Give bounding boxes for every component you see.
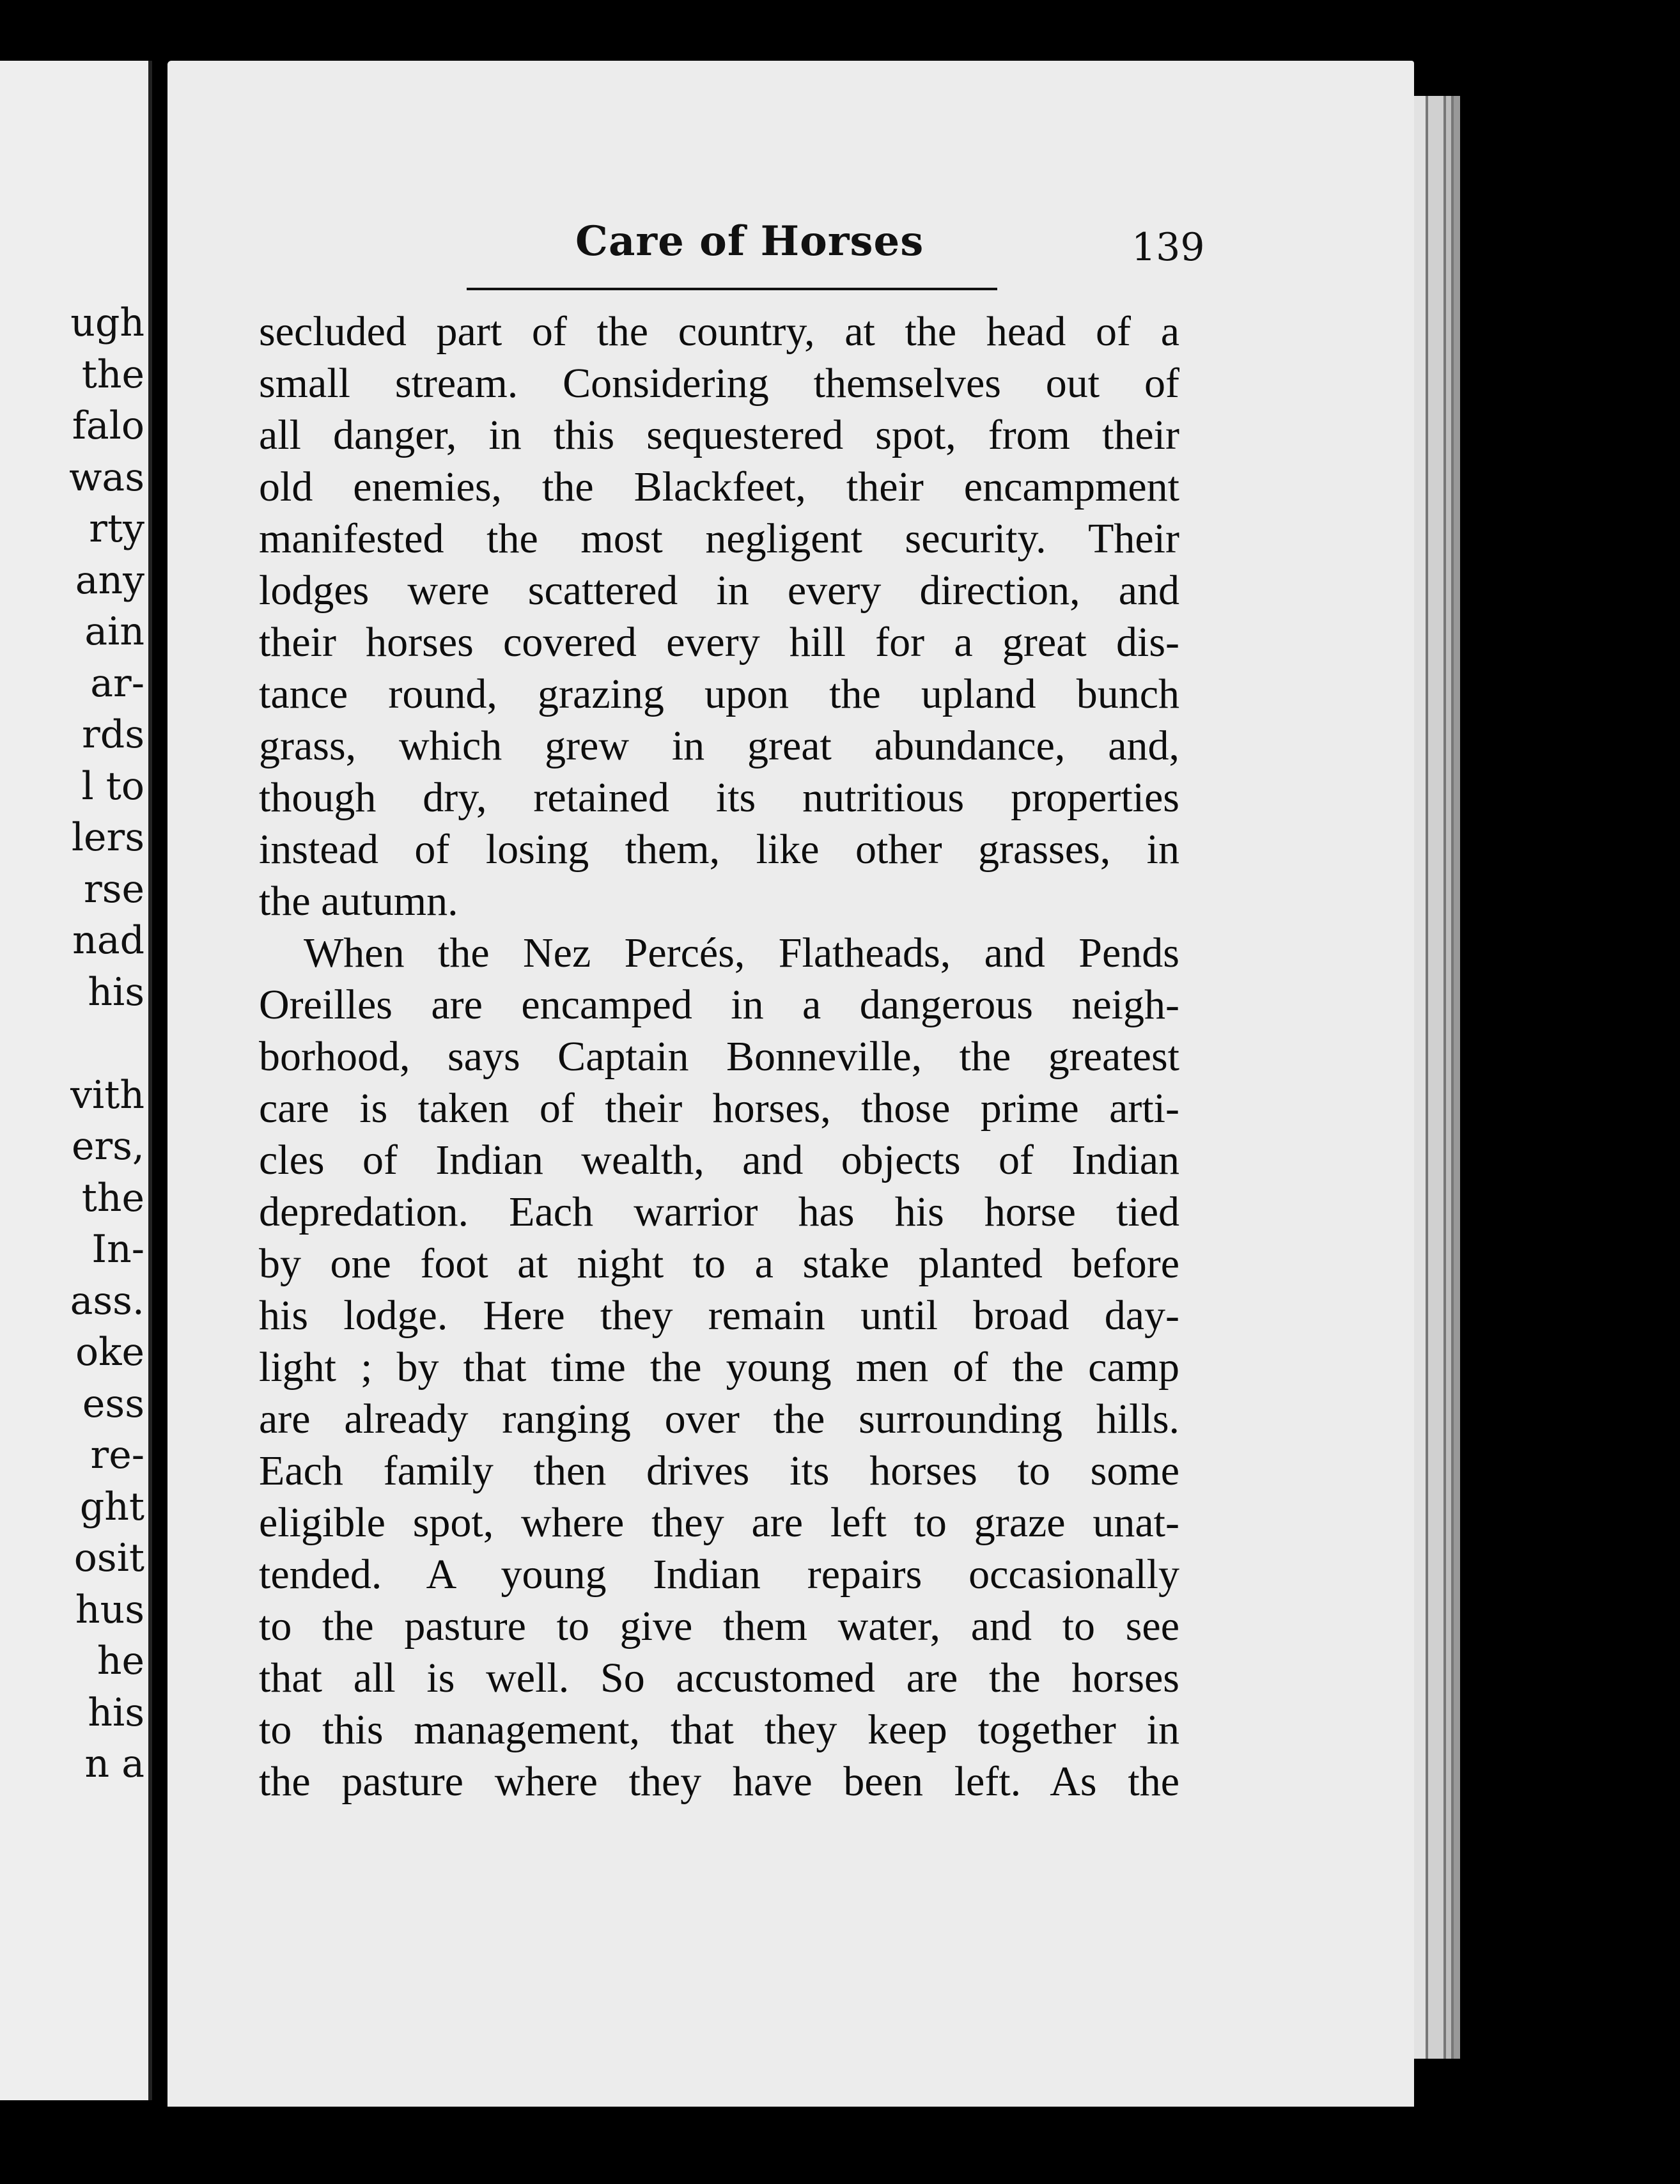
body-line: the autumn.	[259, 878, 458, 924]
previous-page-fragment: ght	[79, 1484, 144, 1529]
previous-page-fragment: oke	[75, 1330, 144, 1375]
body-line: depredation. Each warrior has his horse tied	[259, 1189, 1179, 1235]
page-body	[259, 306, 1179, 1807]
body-line: their horses covered every hill for a great dis-	[259, 619, 1179, 666]
body-line: to this management, that they keep together in	[259, 1706, 1179, 1753]
previous-page-fragment: rse	[84, 866, 144, 912]
body-line: old enemies, the Blackfeet, their encampment	[259, 464, 1179, 510]
body-line: by one foot at night to a stake planted before	[259, 1240, 1179, 1287]
previous-page-fragment: was	[69, 455, 144, 500]
body-line: that all is well. So accustomed are the horses	[259, 1655, 1179, 1701]
body-line: eligible spot, where they are left to graze unat-	[259, 1499, 1179, 1546]
running-title: Care of Horses	[575, 217, 924, 265]
previous-page	[0, 61, 152, 2100]
previous-page-fragment: ar-	[90, 660, 144, 706]
previous-page-fragment: In-	[91, 1227, 144, 1272]
page-number: 139	[1132, 225, 1205, 270]
body-line: grass, which grew in great abundance, and,	[259, 722, 1179, 769]
body-line: light ; by that time the young men of the camp	[259, 1344, 1179, 1391]
previous-page-fragment: his	[88, 1690, 144, 1735]
previous-page-fragment: ain	[84, 609, 144, 654]
body-line: Each family then drives its horses to some	[259, 1447, 1179, 1494]
previous-page-fragment: ugh	[70, 300, 144, 345]
previous-page-fragment: ass.	[70, 1278, 144, 1323]
previous-page-fragment: ess	[82, 1381, 144, 1426]
previous-page-fragment: rds	[82, 712, 144, 757]
body-line: are already ranging over the surrounding hills.	[259, 1396, 1179, 1442]
body-line: his lodge. Here they remain until broad day-	[259, 1292, 1179, 1339]
body-line: though dry, retained its nutritious properties	[259, 774, 1179, 821]
previous-page-fragment: his	[88, 969, 144, 1015]
previous-page-fragment: l to	[81, 763, 144, 809]
body-line: to the pasture to give them water, and to see	[259, 1603, 1179, 1650]
body-line: the pasture where they have been left. As the	[259, 1758, 1179, 1805]
body-line: all danger, in this sequestered spot, from their	[259, 412, 1179, 458]
previous-page-fragment: falo	[72, 403, 144, 448]
body-line: care is taken of their horses, those prime arti-	[259, 1085, 1179, 1132]
previous-page-fragment: rty	[89, 506, 144, 551]
body-line: tended. A young Indian repairs occasionally	[259, 1551, 1179, 1598]
previous-page-fragment: the	[81, 1175, 144, 1221]
body-line: borhood, says Captain Bonneville, the greatest	[259, 1033, 1179, 1080]
header-rule	[467, 288, 997, 290]
body-line: small stream. Considering themselves out of	[259, 360, 1179, 407]
previous-page-fragment: re-	[90, 1433, 144, 1478]
body-line: tance round, grazing upon the upland bunch	[259, 671, 1179, 717]
previous-page-fragment: n a	[84, 1742, 144, 1786]
page-edge	[1451, 96, 1460, 2059]
body-line: instead of losing them, like other grasses, in	[259, 826, 1179, 873]
previous-page-fragment: he	[97, 1639, 144, 1683]
previous-page-fragment: hus	[75, 1587, 144, 1632]
previous-page-fragment: any	[75, 558, 144, 603]
body-line: Oreilles are encamped in a dangerous neigh-	[259, 981, 1179, 1028]
previous-page-fragment: the	[81, 352, 144, 397]
previous-page-fragment: vith	[70, 1072, 144, 1118]
previous-page-fragment: ers,	[71, 1124, 144, 1169]
body-line: secluded part of the country, at the head of a	[259, 308, 1179, 355]
previous-page-fragment: osit	[74, 1536, 144, 1580]
previous-page-fragment: lers	[71, 815, 144, 860]
body-line: cles of Indian wealth, and objects of Indian	[259, 1137, 1179, 1183]
body-line: lodges were scattered in every direction, and	[259, 567, 1179, 614]
previous-page-fragment: nad	[72, 918, 144, 963]
body-line: When the Nez Percés, Flatheads, and Pends	[304, 930, 1179, 976]
body-line: manifested the most negligent security. Their	[259, 515, 1179, 562]
